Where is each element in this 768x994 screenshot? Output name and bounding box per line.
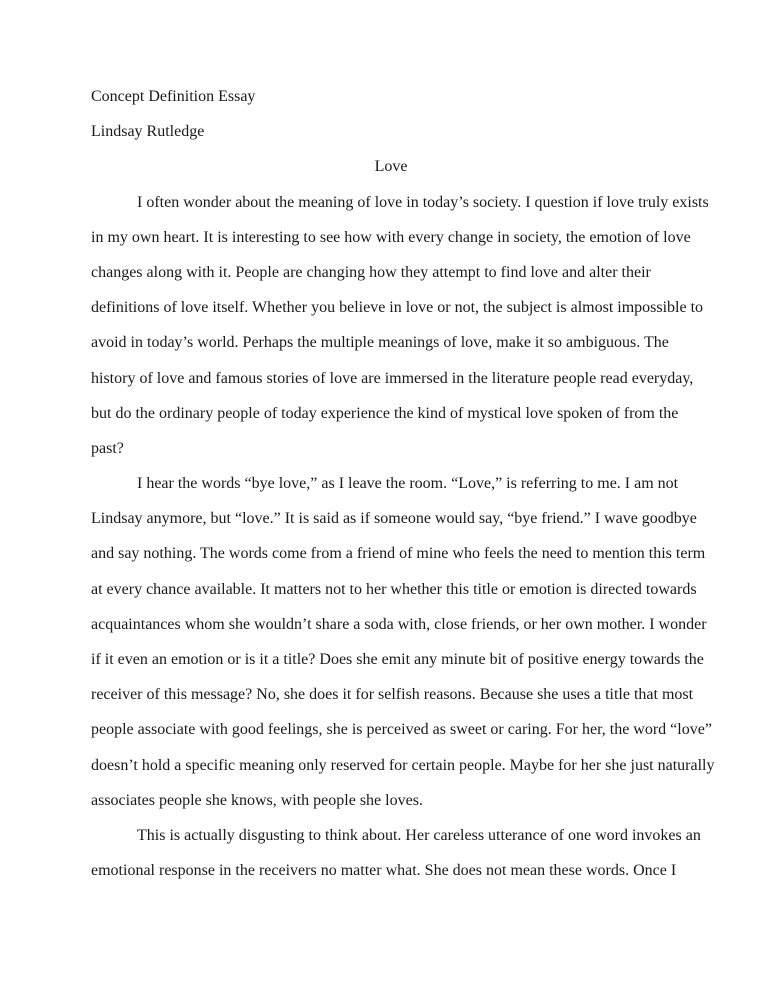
paragraph-line: people associate with good feelings, she is perceived as sweet or caring. For her, the word “love”	[91, 721, 712, 739]
paragraph-line: doesn’t hold a specific meaning only reserved for certain people. Maybe for her she just naturally	[91, 756, 715, 774]
paragraph-line: emotional response in the receivers no matter what. She does not mean these words. Once I	[91, 862, 677, 880]
paragraph-line: changes along with it. People are changing how they attempt to find love and alter their	[91, 263, 651, 281]
assignment-heading: Concept Definition Essay	[91, 88, 256, 105]
paragraph-line: history of love and famous stories of love are immersed in the literature people read everyday,	[91, 369, 694, 387]
paragraph-line: This is actually disgusting to think about. Her careless utterance of one word invokes an	[137, 826, 701, 844]
essay-title: Love	[374, 158, 408, 176]
paragraph-line: avoid in today’s world. Perhaps the multiple meanings of love, make it so ambiguous. The	[91, 334, 669, 352]
paragraph-line: receiver of this message? No, she does it for selfish reasons. Because she uses a title that most	[91, 686, 694, 704]
paragraph-line: at every chance available. It matters not to her whether this title or emotion is directed towards	[91, 580, 697, 598]
paragraph-line: in my own heart. It is interesting to see how with every change in society, the emotion of love	[91, 228, 691, 246]
paragraph-line: Lindsay anymore, but “love.” It is said as if someone would say, “bye friend.” I wave goodbye	[91, 510, 697, 528]
paragraph-line: associates people she knows, with people she loves.	[91, 791, 423, 809]
paragraph-line: acquaintances whom she wouldn’t share a soda with, close friends, or her own mother. I wonder	[91, 615, 707, 633]
paragraph-2	[91, 466, 715, 818]
paragraph-line: but do the ordinary people of today experience the kind of mystical love spoken of from the	[91, 404, 679, 422]
paragraph-line: past?	[91, 439, 124, 457]
paragraph-line: I often wonder about the meaning of love in today’s society. I question if love truly exists	[137, 193, 709, 211]
paragraph-line: definitions of love itself. Whether you believe in love or not, the subject is almost impossible to	[91, 299, 704, 317]
paragraph-line: if it even an emotion or is it a title? Does she emit any minute bit of positive energy towards the	[91, 651, 704, 668]
document-body	[91, 79, 715, 888]
paragraph-3	[91, 818, 701, 888]
paragraph-line: I hear the words “bye love,” as I leave the room. “Love,” is referring to me. I am not	[137, 475, 679, 493]
author-name: Lindsay Rutledge	[91, 123, 205, 141]
paragraph-line: and say nothing. The words come from a friend of mine who feels the need to mention this term	[91, 545, 706, 563]
paragraph-1	[91, 185, 709, 467]
